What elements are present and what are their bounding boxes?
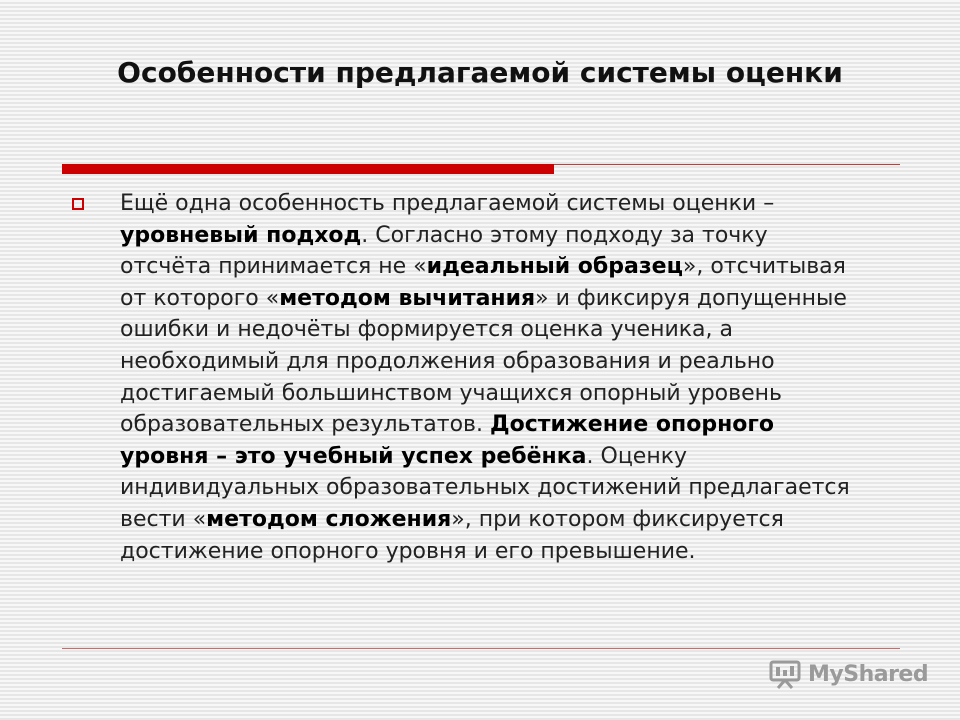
body-segment: Ещё одна особенность предлагаемой системы оценки – [120, 191, 775, 216]
body-segment: », отсчитывая от которого « [120, 254, 846, 311]
watermark-logo[interactable] [768, 656, 928, 692]
footer-divider [62, 648, 900, 649]
body-segment: » и фиксируя допущенные ошибки и недочёты формируется оценка ученика, а необходимый для продолжения образования и реально достигаемый большинством учащихся опорный уровень образовательных результатов. [120, 285, 847, 438]
body-segment: », при котором фиксируется достижение опорного уровня и его превышение. [120, 506, 784, 564]
square-bullet-icon [72, 198, 84, 210]
watermark-text: MyShared [808, 661, 929, 687]
body-segment: . Согласно этому подходу за точку отсчёта принимается не « [120, 222, 768, 280]
title-underline-red-bar [62, 164, 554, 174]
body-segment-bold: идеальный образец [426, 254, 683, 280]
body-segment: . Оценку индивидуальных образовательных достижений предлагается вести « [120, 443, 850, 532]
slide-body-paragraph [120, 188, 865, 567]
slide-title: Особенности предлагаемой системы оценки [117, 56, 843, 89]
body-segment-bold: методом вычитания [279, 285, 536, 311]
body-segment-bold: Достижение опорного уровня – это учебный успех ребёнка [120, 412, 775, 469]
body-segment-bold: уровневый подход [120, 222, 362, 248]
presentation-board-icon [768, 658, 802, 690]
body-segment-bold: методом сложения [206, 506, 452, 532]
